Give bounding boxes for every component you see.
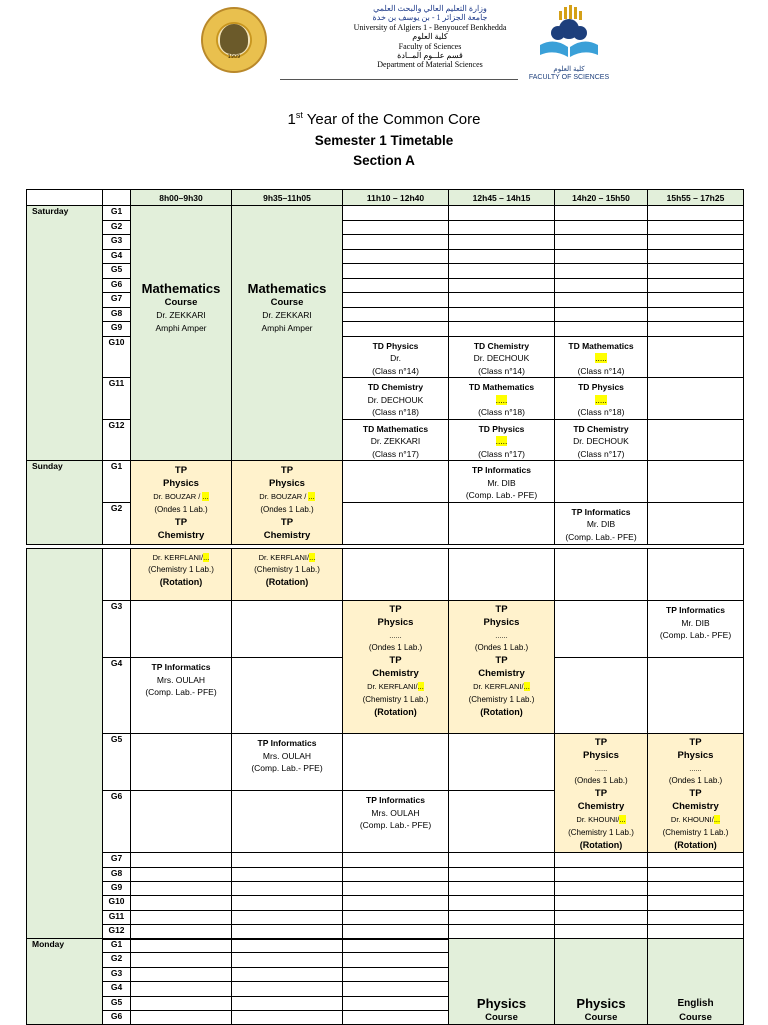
group-label: G10 <box>103 336 131 378</box>
title-line-3: Section A <box>353 153 415 168</box>
course-title: Mathematics <box>141 281 221 296</box>
tp-session: TP Physics ...... (Ondes 1 Lab.) TP Chemistry Dr. KERFLANI/... (Chemistry 1 Lab.) (Rotation) <box>343 601 449 734</box>
arabic-faculty: كلية العلوم <box>412 32 448 42</box>
corner-cell <box>103 190 131 206</box>
td-session: TD Physics ..... (Class n°18) <box>555 378 648 420</box>
time-header: 15h55 – 17h25 <box>648 190 744 206</box>
group-label: G2 <box>103 220 131 235</box>
group-label: G1 <box>103 206 131 221</box>
tp-informatics-session: TP Informatics Mrs. OULAH (Comp. Lab.- PFE) <box>131 658 232 734</box>
tp-session: TP Physics ...... (Ondes 1 Lab.) TP Chemistry Dr. KHOUNI/... (Chemistry 1 Lab.) (Rotation) <box>555 734 648 853</box>
group-label: G1 <box>103 939 131 953</box>
tp-informatics-session: TP Informatics Mrs. OULAH (Comp. Lab.- PFE) <box>232 734 343 791</box>
document-header <box>0 0 768 100</box>
day-label-monday: Monday <box>27 939 103 1025</box>
group-label: G12 <box>103 925 131 939</box>
group-label: G5 <box>103 996 131 1010</box>
group-label: G11 <box>103 910 131 924</box>
time-header: 9h35–11h05 <box>232 190 343 206</box>
group-label: G6 <box>103 278 131 293</box>
university-letterhead <box>300 4 560 70</box>
faculty-logo-caption: كلية العلوم FACULTY OF SCIENCES <box>528 66 610 81</box>
group-label: G12 <box>103 419 131 461</box>
group-label: G1 <box>103 461 131 503</box>
group-label: G2 <box>103 953 131 967</box>
faculty-name: Faculty of Sciences <box>398 41 462 51</box>
day-continuation <box>27 549 103 940</box>
tree-icon <box>220 24 248 54</box>
timetable-part-1 <box>26 189 744 545</box>
university-name: University of Algiers 1 - Benyoucef Benkhedda <box>353 22 507 32</box>
timetable-monday <box>26 938 744 1025</box>
time-header: 14h20 – 15h50 <box>555 190 648 206</box>
title-line-1: 1st Year of the Common Core <box>287 110 481 128</box>
td-session: TD Chemistry Dr. DECHOUK (Class n°14) <box>449 336 555 378</box>
group-label: G3 <box>103 235 131 250</box>
td-session: TD Mathematics Dr. ZEKKARI (Class n°17) <box>343 419 449 461</box>
group-label: G8 <box>103 867 131 881</box>
arabic-department: قسم علــوم المــادة <box>397 51 463 61</box>
department-name: Department of Material Sciences <box>377 60 483 70</box>
tp-informatics-session: TP Informatics Mrs. OULAH (Comp. Lab.- PFE) <box>343 791 449 853</box>
course-title: Mathematics <box>247 281 327 296</box>
document-titles <box>0 104 768 171</box>
course-cell <box>232 206 343 461</box>
tp-session: TP Physics ...... (Ondes 1 Lab.) TP Chemistry Dr. KERFLANI/... (Chemistry 1 Lab.) (Rotation) <box>449 601 555 734</box>
course-type: Course <box>164 297 198 308</box>
group-label: G4 <box>103 658 131 734</box>
corner-cell <box>27 190 103 206</box>
group-label: G7 <box>103 293 131 308</box>
group-label: G4 <box>103 249 131 264</box>
course-cell <box>131 206 232 461</box>
td-session: TD Chemistry Dr. DECHOUK (Class n°18) <box>343 378 449 420</box>
group-label: G9 <box>103 881 131 895</box>
tp-session-continued: Dr. KERFLANI/... (Chemistry 1 Lab.) (Rotation) <box>232 549 343 601</box>
course-teacher: Dr. ZEKKARI <box>156 310 206 320</box>
timetable-part-2 <box>26 548 744 940</box>
td-session: TD Mathematics ..... (Class n°18) <box>449 378 555 420</box>
tp-informatics-session: TP Informatics Mr. DIB (Comp. Lab.- PFE) <box>648 601 744 658</box>
day-label-sunday: Sunday <box>27 461 103 545</box>
course-cell: Physics Course <box>449 939 555 1025</box>
course-cell: English Course <box>648 939 744 1025</box>
course-room: Amphi Amper <box>155 323 207 333</box>
group-label: G3 <box>103 601 131 658</box>
group-label: G3 <box>103 967 131 981</box>
td-session: TD Physics Dr. (Class n°14) <box>343 336 449 378</box>
arabic-ministry: وزارة التعليم العالي والبحث العلمي <box>373 4 487 13</box>
tp-session: TP Physics Dr. BOUZAR / ... (Ondes 1 Lab.) TP Chemistry <box>232 461 343 545</box>
group-label: G5 <box>103 734 131 791</box>
arabic-university: جامعة الجزائر 1 - بن يوسف بن خدة <box>372 13 488 23</box>
seal-year: 1909 <box>227 54 241 60</box>
title-line-2: Semester 1 Timetable <box>314 133 454 148</box>
group-label: G7 <box>103 853 131 867</box>
group-label: G5 <box>103 264 131 279</box>
td-session: TD Chemistry Dr. DECHOUK (Class n°17) <box>555 419 648 461</box>
tp-session: TP Physics Dr. BOUZAR / ... (Ondes 1 Lab.) TP Chemistry <box>131 461 232 545</box>
time-header: 12h45 – 14h15 <box>449 190 555 206</box>
header-row <box>27 190 744 206</box>
group-label: G2 <box>103 502 131 544</box>
time-header: 11h10 – 12h40 <box>343 190 449 206</box>
group-label: G10 <box>103 896 131 910</box>
group-label: G11 <box>103 378 131 420</box>
tp-informatics-session: TP Informatics Mr. DIB (Comp. Lab.- PFE) <box>449 461 555 503</box>
tp-informatics-session: TP Informatics Mr. DIB (Comp. Lab.- PFE) <box>555 502 648 544</box>
group-label: G8 <box>103 307 131 322</box>
course-teacher: Dr. ZEKKARI <box>262 310 312 320</box>
time-header: 8h00–9h30 <box>131 190 232 206</box>
course-room: Amphi Amper <box>261 323 313 333</box>
course-cell: Physics Course <box>555 939 648 1025</box>
day-label-saturday: Saturday <box>27 206 103 461</box>
td-session: TD Physics ..... (Class n°17) <box>449 419 555 461</box>
td-session: TD Mathematics ..... (Class n°14) <box>555 336 648 378</box>
header-rule <box>280 79 518 80</box>
group-label: G4 <box>103 982 131 996</box>
tp-session-continued: Dr. KERFLANI/... (Chemistry 1 Lab.) (Rotation) <box>131 549 232 601</box>
course-type: Course <box>270 297 304 308</box>
tp-session: TP Physics ...... (Ondes 1 Lab.) TP Chemistry Dr. KHOUNI/... (Chemistry 1 Lab.) (Rotation) <box>648 734 744 853</box>
group-label: G6 <box>103 1010 131 1024</box>
group-label: G6 <box>103 791 131 853</box>
university-seal-logo <box>201 7 267 73</box>
group-label: G9 <box>103 322 131 337</box>
